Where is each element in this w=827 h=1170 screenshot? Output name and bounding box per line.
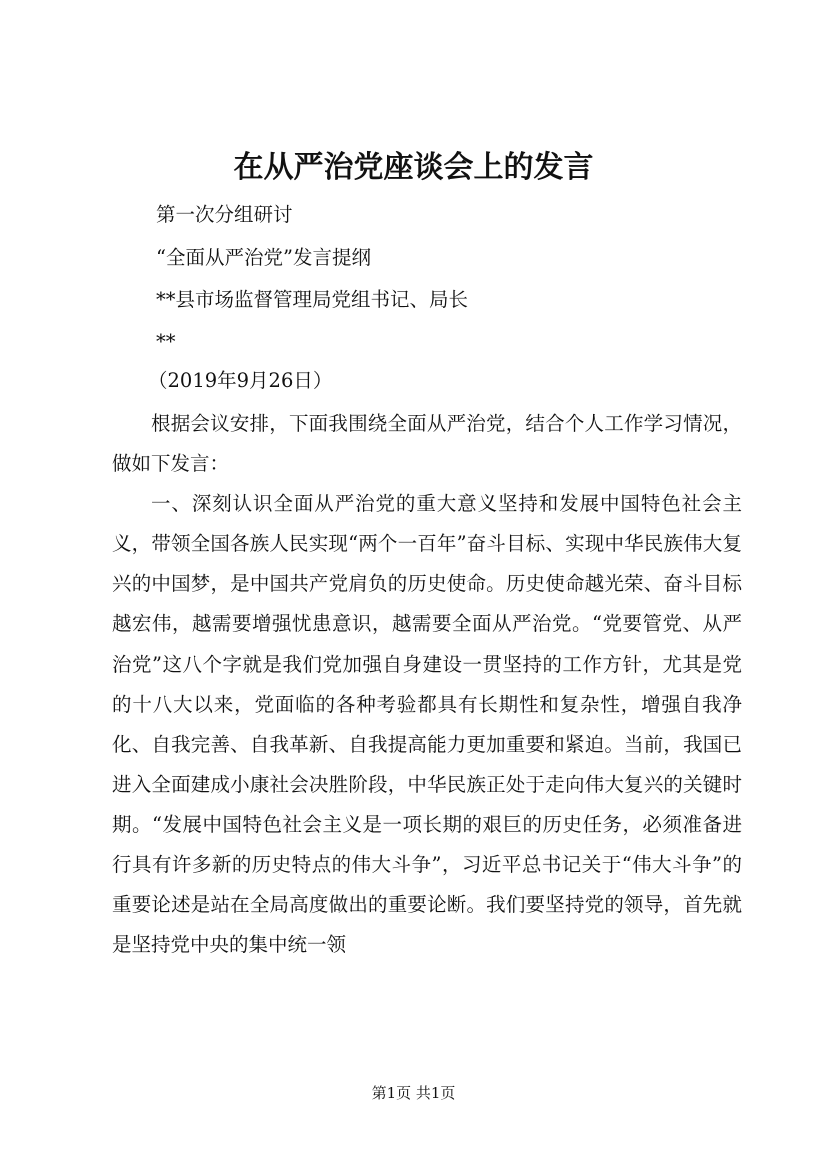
- meta-line-date: （2019年9月26日）: [148, 369, 333, 392]
- document-body: [112, 404, 742, 965]
- document-title: 在从严治党座谈会上的发言: [233, 150, 594, 185]
- meta-line-position: **县市场监督管理局党组书记、局长: [156, 288, 469, 311]
- page-footer: 第1页 共1页: [371, 1084, 456, 1102]
- meta-line-name: **: [156, 330, 176, 353]
- meta-line-outline: “全面从严治党”发言提纲: [156, 246, 371, 269]
- body-paragraph-intro: 根据会议安排，下面我围绕全面从严治党，结合个人工作学习情况，做如下发言：: [112, 412, 742, 476]
- meta-line-session: 第一次分组研讨: [156, 203, 293, 226]
- body-paragraph-section-one: 一、深刻认识全面从严治党的重大意义坚持和发展中国特色社会主义，带领全国各族人民实现“两个一百年”奋斗目标、实现中华民族伟大复兴的中国梦，是中国共产党肩负的历史使命。历史使命越光荣、奋斗目标越宏伟，越需要增强忧患意识，越需要全面从严治党。“党要管党、从严治党”这八个字就是我们党加强自身建设一贯坚持的工作方针，尤其是党的十八大以来，党面临的各种考验都具有长期性和复杂性，增强自我净化、自我完善、自我革新、自我提高能力更加重要和紧迫。当前，我国已进入全面建成小康社会决胜阶段，中华民族正处于走向伟大复兴的关键时期。“发展中国特色社会主义是一项长期的艰巨的历史任务，必须准备进行具有许多新的历史特点的伟大斗争”，习近平总书记关于“伟大斗争”的重要论述是站在全局高度做出的重要论断。我们要坚持党的领导，首先就是坚持党中央的集中统一领: [112, 492, 742, 957]
